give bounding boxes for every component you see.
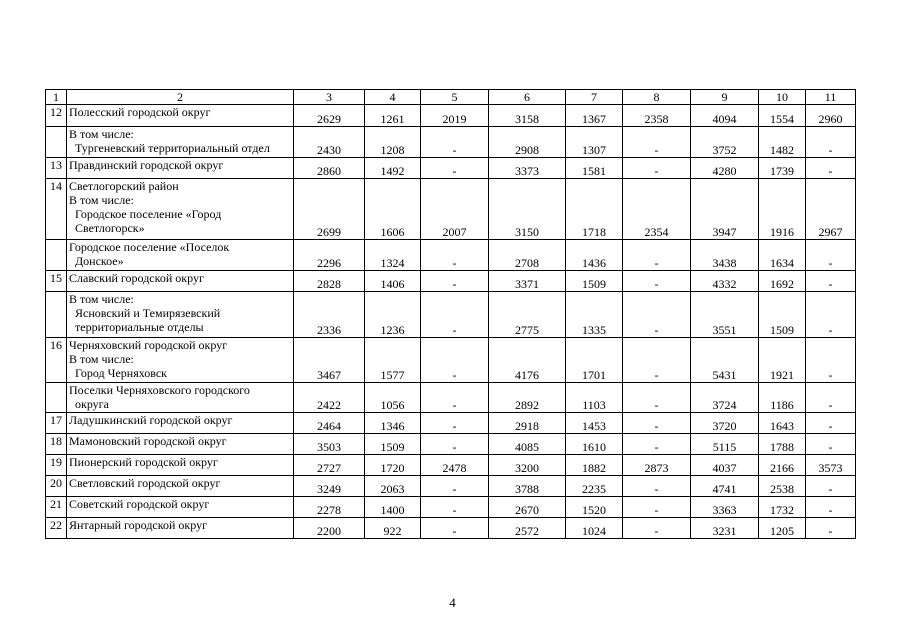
- table-row: [46, 127, 856, 158]
- value-cell-col11: -: [806, 338, 856, 383]
- table-row: [46, 105, 856, 127]
- value-cell-col4: 1492: [365, 158, 421, 179]
- value-cell-col5: -: [421, 413, 489, 434]
- row-number: 15: [46, 271, 67, 292]
- value-cell-col8: 2873: [623, 455, 691, 476]
- row-name-line: Янтарный городской округ: [69, 518, 207, 532]
- value-cell-col8: -: [623, 518, 691, 539]
- value-cell-col3: 2200: [294, 518, 365, 539]
- table-row: [46, 158, 856, 179]
- value-cell-col5: -: [421, 518, 489, 539]
- value-cell-col10: 1732: [759, 497, 806, 518]
- value-cell-col3: 2296: [294, 240, 365, 271]
- value-cell-col9: 5431: [691, 338, 759, 383]
- value-cell-col9: 3720: [691, 413, 759, 434]
- value-cell-col9: 3231: [691, 518, 759, 539]
- row-name: [67, 518, 294, 539]
- value-cell-col9: 4037: [691, 455, 759, 476]
- row-name-line: В том числе:: [69, 193, 134, 207]
- value-cell-col7: 1882: [566, 455, 623, 476]
- table-row: [46, 434, 856, 455]
- row-name: [67, 455, 294, 476]
- value-cell-col4: 1208: [365, 127, 421, 158]
- value-cell-col6: 3158: [489, 105, 566, 127]
- value-cell-col6: 4176: [489, 338, 566, 383]
- table-row: [46, 271, 856, 292]
- table-row: [46, 338, 856, 383]
- value-cell-col4: 1261: [365, 105, 421, 127]
- header-cell: 4: [365, 90, 421, 105]
- value-cell-col7: 1436: [566, 240, 623, 271]
- value-cell-col8: 2358: [623, 105, 691, 127]
- value-cell-col8: -: [623, 497, 691, 518]
- value-cell-col7: 1718: [566, 179, 623, 240]
- header-cell: 6: [489, 90, 566, 105]
- value-cell-col11: 2960: [806, 105, 856, 127]
- table-row: [46, 455, 856, 476]
- value-cell-col9: 3551: [691, 292, 759, 338]
- row-name: [67, 105, 294, 127]
- row-name-line: Светловский городской округ: [69, 476, 221, 490]
- value-cell-col9: 3363: [691, 497, 759, 518]
- value-cell-col3: 2422: [294, 383, 365, 413]
- row-name-line: Пионерский городской округ: [69, 455, 218, 469]
- value-cell-col8: -: [623, 292, 691, 338]
- value-cell-col11: -: [806, 127, 856, 158]
- value-cell-col4: 1400: [365, 497, 421, 518]
- value-cell-col9: 4094: [691, 105, 759, 127]
- value-cell-col10: 2166: [759, 455, 806, 476]
- value-cell-col3: 2860: [294, 158, 365, 179]
- row-number: 22: [46, 518, 67, 539]
- value-cell-col5: -: [421, 292, 489, 338]
- row-name: [67, 476, 294, 497]
- value-cell-col11: -: [806, 271, 856, 292]
- value-cell-col11: -: [806, 434, 856, 455]
- value-cell-col4: 1406: [365, 271, 421, 292]
- value-cell-col10: 1788: [759, 434, 806, 455]
- value-cell-col11: 2967: [806, 179, 856, 240]
- value-cell-col3: 2430: [294, 127, 365, 158]
- value-cell-col6: 2670: [489, 497, 566, 518]
- value-cell-col5: -: [421, 476, 489, 497]
- row-number: [46, 292, 67, 338]
- row-number: 20: [46, 476, 67, 497]
- value-cell-col9: 4332: [691, 271, 759, 292]
- row-name: [67, 413, 294, 434]
- header-cell: 9: [691, 90, 759, 105]
- row-name: [67, 497, 294, 518]
- value-cell-col11: -: [806, 413, 856, 434]
- value-cell-col10: 1643: [759, 413, 806, 434]
- value-cell-col5: -: [421, 497, 489, 518]
- value-cell-col7: 2235: [566, 476, 623, 497]
- value-cell-col9: 4280: [691, 158, 759, 179]
- value-cell-col4: 2063: [365, 476, 421, 497]
- value-cell-col3: 2336: [294, 292, 365, 338]
- header-cell: 1: [46, 90, 67, 105]
- value-cell-col9: 4741: [691, 476, 759, 497]
- value-cell-col3: 2629: [294, 105, 365, 127]
- value-cell-col10: 1921: [759, 338, 806, 383]
- value-cell-col4: 1324: [365, 240, 421, 271]
- value-cell-col5: -: [421, 338, 489, 383]
- value-cell-col8: -: [623, 271, 691, 292]
- table-row: [46, 240, 856, 271]
- table-body: [46, 90, 856, 539]
- value-cell-col6: 3373: [489, 158, 566, 179]
- row-name-line: Мамоновский городской округ: [69, 434, 227, 448]
- value-cell-col5: -: [421, 434, 489, 455]
- value-cell-col3: 2727: [294, 455, 365, 476]
- value-cell-col10: 1509: [759, 292, 806, 338]
- row-number: 19: [46, 455, 67, 476]
- value-cell-col6: 2572: [489, 518, 566, 539]
- row-name-line: Светлогорск»: [75, 221, 145, 235]
- row-number: [46, 127, 67, 158]
- header-cell: 11: [806, 90, 856, 105]
- value-cell-col4: 1606: [365, 179, 421, 240]
- header-cell: 2: [67, 90, 294, 105]
- value-cell-col6: 4085: [489, 434, 566, 455]
- value-cell-col11: -: [806, 383, 856, 413]
- value-cell-col4: 1236: [365, 292, 421, 338]
- value-cell-col7: 1103: [566, 383, 623, 413]
- row-name-line: Полесский городской округ: [69, 105, 211, 119]
- value-cell-col11: 3573: [806, 455, 856, 476]
- header-row: [46, 90, 856, 105]
- header-cell: 8: [623, 90, 691, 105]
- row-name-line: Донское»: [75, 254, 124, 268]
- row-name-line: Советский городской округ: [69, 497, 210, 511]
- row-name-line: территориальные отделы: [75, 320, 204, 334]
- value-cell-col11: -: [806, 158, 856, 179]
- value-cell-col10: 1186: [759, 383, 806, 413]
- value-cell-col3: 3249: [294, 476, 365, 497]
- value-cell-col10: 1739: [759, 158, 806, 179]
- value-cell-col4: 922: [365, 518, 421, 539]
- row-name: [67, 127, 294, 158]
- value-cell-col9: 5115: [691, 434, 759, 455]
- value-cell-col6: 2775: [489, 292, 566, 338]
- value-cell-col11: -: [806, 476, 856, 497]
- value-cell-col10: 1916: [759, 179, 806, 240]
- row-name-line: Черняховский городской округ: [69, 338, 228, 352]
- header-cell: 7: [566, 90, 623, 105]
- value-cell-col8: -: [623, 158, 691, 179]
- row-name-line: округа: [75, 397, 109, 411]
- row-number: 21: [46, 497, 67, 518]
- value-cell-col6: 3371: [489, 271, 566, 292]
- page-number: 4: [449, 595, 456, 610]
- table-row: [46, 476, 856, 497]
- row-name: [67, 179, 294, 240]
- value-cell-col8: -: [623, 338, 691, 383]
- value-cell-col3: 3503: [294, 434, 365, 455]
- row-name: [67, 158, 294, 179]
- row-name: [67, 292, 294, 338]
- value-cell-col5: 2019: [421, 105, 489, 127]
- value-cell-col5: 2478: [421, 455, 489, 476]
- row-number: [46, 383, 67, 413]
- row-name-line: Городское поселение «Город: [75, 207, 222, 221]
- row-name-line: Поселки Черняховского городского: [69, 383, 250, 397]
- value-cell-col11: -: [806, 240, 856, 271]
- value-cell-col10: 2538: [759, 476, 806, 497]
- row-number: 18: [46, 434, 67, 455]
- table-row: [46, 413, 856, 434]
- value-cell-col8: -: [623, 127, 691, 158]
- value-cell-col9: 3752: [691, 127, 759, 158]
- table-row: [46, 497, 856, 518]
- row-number: 17: [46, 413, 67, 434]
- row-name-line: Ясновский и Темирязевский: [75, 306, 221, 320]
- value-cell-col8: -: [623, 413, 691, 434]
- value-cell-col7: 1581: [566, 158, 623, 179]
- row-name: [67, 240, 294, 271]
- value-cell-col10: 1482: [759, 127, 806, 158]
- row-name-line: Городское поселение «Поселок: [69, 240, 230, 254]
- value-cell-col8: -: [623, 240, 691, 271]
- value-cell-col6: 2918: [489, 413, 566, 434]
- row-name-line: В том числе:: [69, 127, 134, 141]
- value-cell-col9: 3724: [691, 383, 759, 413]
- value-cell-col5: -: [421, 240, 489, 271]
- value-cell-col5: -: [421, 271, 489, 292]
- row-name: [67, 338, 294, 383]
- value-cell-col9: 3438: [691, 240, 759, 271]
- value-cell-col8: -: [623, 383, 691, 413]
- value-cell-col5: -: [421, 383, 489, 413]
- value-cell-col4: 1509: [365, 434, 421, 455]
- header-cell: 5: [421, 90, 489, 105]
- row-number: [46, 240, 67, 271]
- row-number: 12: [46, 105, 67, 127]
- row-name-line: Город Черняховск: [75, 366, 168, 380]
- header-cell: 3: [294, 90, 365, 105]
- value-cell-col10: 1554: [759, 105, 806, 127]
- value-cell-col5: 2007: [421, 179, 489, 240]
- table-row: [46, 518, 856, 539]
- row-number: 13: [46, 158, 67, 179]
- value-cell-col8: -: [623, 434, 691, 455]
- table-row: [46, 383, 856, 413]
- value-cell-col7: 1367: [566, 105, 623, 127]
- value-cell-col8: -: [623, 476, 691, 497]
- value-cell-col11: -: [806, 292, 856, 338]
- row-name-line: В том числе:: [69, 292, 134, 306]
- value-cell-col4: 1720: [365, 455, 421, 476]
- table-row: [46, 292, 856, 338]
- row-name-line: В том числе:: [69, 352, 134, 366]
- value-cell-col5: -: [421, 127, 489, 158]
- value-cell-col6: 2908: [489, 127, 566, 158]
- value-cell-col8: 2354: [623, 179, 691, 240]
- value-cell-col3: 2699: [294, 179, 365, 240]
- value-cell-col6: 2892: [489, 383, 566, 413]
- value-cell-col4: 1346: [365, 413, 421, 434]
- value-cell-col6: 3788: [489, 476, 566, 497]
- row-name-line: Светлогорский район: [69, 179, 179, 193]
- value-cell-col3: 3467: [294, 338, 365, 383]
- value-cell-col11: -: [806, 518, 856, 539]
- value-cell-col5: -: [421, 158, 489, 179]
- value-cell-col6: 3150: [489, 179, 566, 240]
- row-name: [67, 383, 294, 413]
- value-cell-col10: 1205: [759, 518, 806, 539]
- value-cell-col7: 1453: [566, 413, 623, 434]
- value-cell-col6: 3200: [489, 455, 566, 476]
- value-cell-col7: 1307: [566, 127, 623, 158]
- row-name: [67, 271, 294, 292]
- value-cell-col7: 1024: [566, 518, 623, 539]
- value-cell-col4: 1577: [365, 338, 421, 383]
- header-cell: 10: [759, 90, 806, 105]
- row-name-line: Правдинский городской округ: [69, 158, 224, 172]
- row-number: 14: [46, 179, 67, 240]
- value-cell-col6: 2708: [489, 240, 566, 271]
- row-name-line: Славский городской округ: [69, 271, 204, 285]
- row-name-line: Тургеневский территориальный отдел: [75, 141, 270, 155]
- row-name: [67, 434, 294, 455]
- value-cell-col3: 2464: [294, 413, 365, 434]
- value-cell-col11: -: [806, 497, 856, 518]
- value-cell-col7: 1701: [566, 338, 623, 383]
- value-cell-col7: 1610: [566, 434, 623, 455]
- value-cell-col3: 2278: [294, 497, 365, 518]
- row-name-line: Ладушкинский городской округ: [69, 413, 233, 427]
- value-cell-col10: 1634: [759, 240, 806, 271]
- value-cell-col7: 1520: [566, 497, 623, 518]
- value-cell-col4: 1056: [365, 383, 421, 413]
- data-table: [45, 89, 856, 539]
- value-cell-col3: 2828: [294, 271, 365, 292]
- value-cell-col9: 3947: [691, 179, 759, 240]
- value-cell-col10: 1692: [759, 271, 806, 292]
- table-row: [46, 179, 856, 240]
- value-cell-col7: 1335: [566, 292, 623, 338]
- row-number: 16: [46, 338, 67, 383]
- value-cell-col7: 1509: [566, 271, 623, 292]
